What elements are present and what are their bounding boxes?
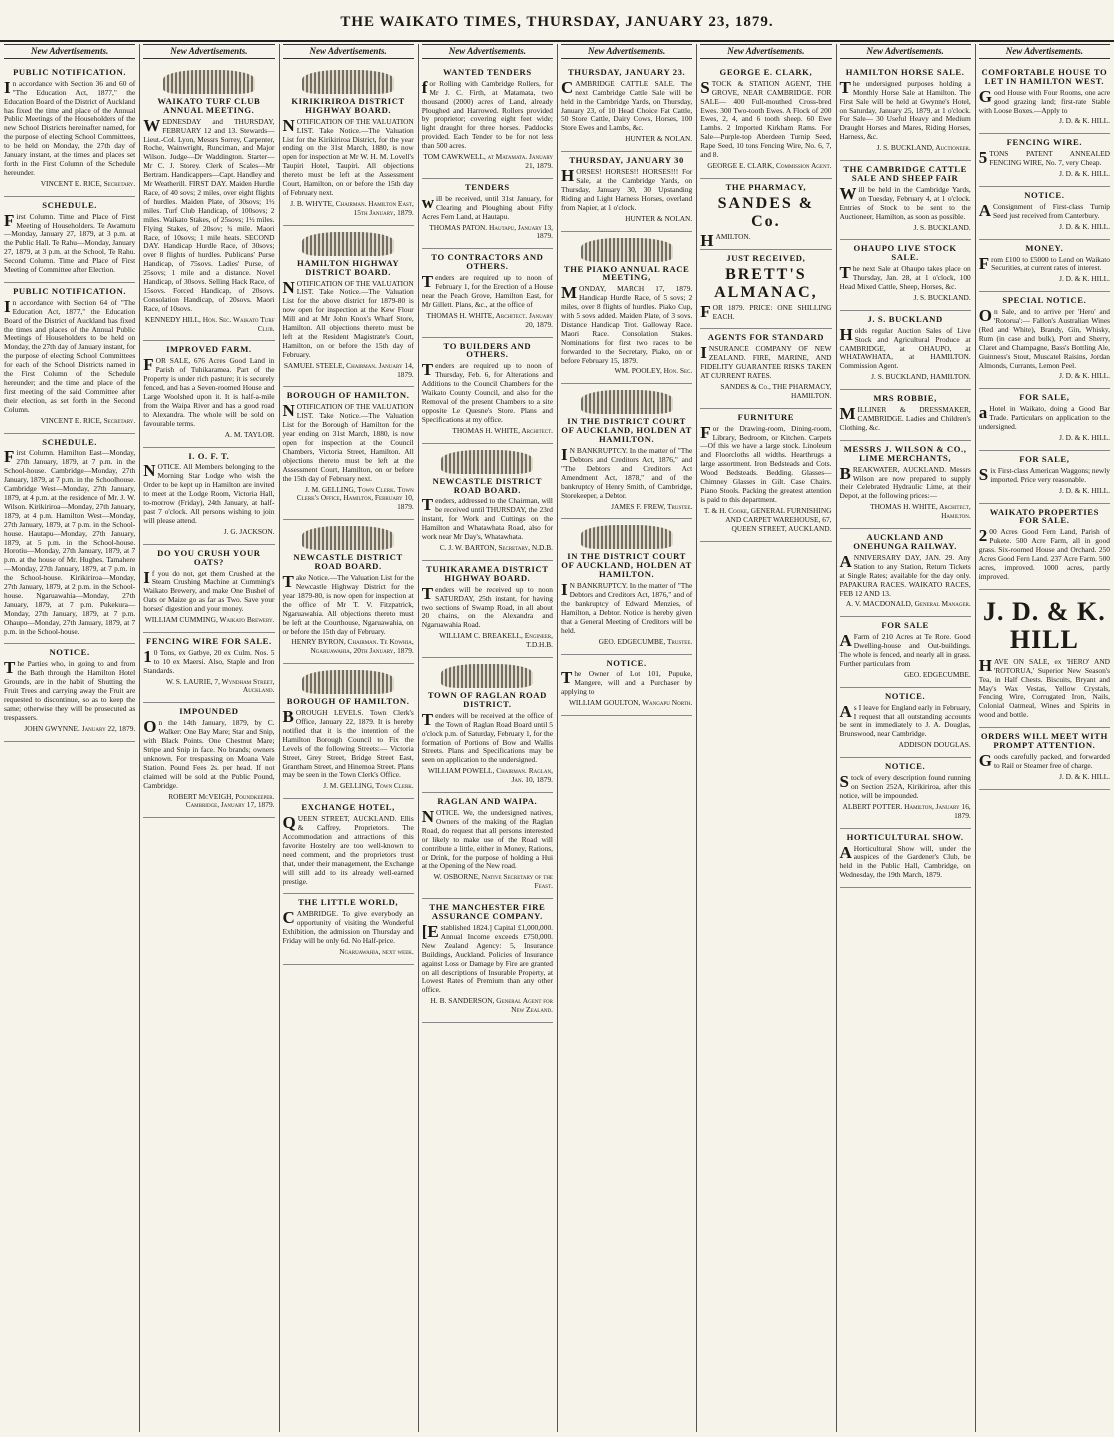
advertisement-body: Stock of every description found running on Section 252A, Kirikiriroa, after this notice, will be impounded. <box>839 772 971 800</box>
advertisement-body: NOTIFICATION OF THE VALUATION LIST. Take Notice.—The Valuation List for the Borough of Hamilton for the year ending on 31st March, 1880, is now open for inspection at the Council Chambers, Victoria Street, Hamilton. All objections thereto must be left at the Assessment Court, Hamilton, on or before the 15th day of February next. <box>282 401 414 483</box>
column-2 <box>139 44 278 1432</box>
advertisement-body: NOTIFICATION OF THE VALUATION LIST. Take Notice.—The Valuation List for the above district for 1879-80 is now open for inspection at the Kew Flour Mill and at Mr John Knox's Wharf Store, Hamilton. All objections thereto must be left at the Resident Magistrate's Court, Hamilton, on or before the 15th day of February. <box>282 277 414 359</box>
advertisement-signature: J. B. WHYTE, Chairman. Hamilton East, 15th January, 1879. <box>290 198 414 217</box>
advertisement-title: FOR SALE, <box>1019 392 1070 403</box>
advertisement-signature: VINCENT E. RICE, Secretary. <box>40 178 136 188</box>
advertisement-body: 200 Acres Good Fern Land, Parish of Pukete. 500 Acre Farm, all in good grass. Six-roomed House and Orchard. 250 Acres Good Fern Land. 237 Acre Farm. 500 acres, improved. 1000 acres, partly improved. <box>978 526 1110 581</box>
advertisement-body: WEDNESDAY and THURSDAY, FEBRUARY 12 and 13. Stewards—Lieut.-Col. Lyon, Messrs Sorrey, Carpenter, Roche, Wainwright, Runciman, and Major Wilson. Judge—Dr Waddington. Starter—Mr C. J. Storey. Clerk of Scales—Mr Bertram. Handicappers—Capt. Handley and Mr Weatherill. FIRST DAY. Maiden Hurdle Race, of 40 sovs; 2 miles, over eight flights of hurdles. Maiden Plate, of 30sovs; 1½ miles. Turf Club Handicap, of 100sovs; 2 miles. Waikato Stakes, of 25sovs; 1½ miles. Flying Stakes, of 20sov; ¾ mile. Maori Race, of 10sovs; 1 mile heats. SECOND DAY. Handicap Hurdle Race, of 30sovs; over 8 flights of hurdles. Publicans' Purse Handicap, of 75sovs. Ladies' Purse, of 25sovs; 1 mile and a distance. Novel Handicap, of 30sovs. Selling Hack Race, of 15sovs. Forced Handicap, of 20sovs. Consolation Handicap, of 20sovs. Maori Race, of 10sovs. <box>143 115 275 313</box>
advertisement <box>840 829 971 889</box>
woodcut-illustration <box>581 238 673 262</box>
advertisement <box>561 384 692 519</box>
advertisement-title: THE CAMBRIDGE CATTLE SALE AND SHEEP FAIR <box>843 164 967 183</box>
advertisement-body: The Parties who, in going to and from the Bath through the Hamilton Hotel Grounds, are in the habit of Shutting the Fruit Trees and carrying away the Fruit are requested to discontinue, so as to keep the same; otherwise they will be prosecuted as trespassers. <box>4 658 136 722</box>
advertisement-body: Tenders will be received at the office of the Town of Raglan Road Board until 5 o'clock p.m. of Saturday, February 1, for the formation of Portions of Bow and Wallis Streets. Plans and Specifications may be seen on application to the undersigned. <box>421 709 553 765</box>
advertisement <box>979 64 1110 134</box>
column-heading: New Advertisements. <box>143 44 274 59</box>
advertisement-title: AGENTS FOR STANDARD <box>707 332 825 343</box>
advertisement-body: AHorticultural Show will, under the auspices of the Gardener's Club, be held in the Public Hall, Cambridge, on Wednesday, the 19th March, 1879. <box>839 842 971 880</box>
advertisement-signature: THOMAS H. WHITE, Architect. January 20, 1879. <box>426 310 553 329</box>
advertisement-title: IMPOUNDED <box>179 706 239 717</box>
advertisement <box>979 728 1110 790</box>
advertisement <box>979 590 1110 728</box>
advertisement <box>561 655 692 717</box>
advertisement <box>283 226 414 388</box>
advertisement-signature: ADDISON DOUGLAS. <box>898 740 971 750</box>
advertisement-signature: A. M. TAYLOR. <box>224 429 275 439</box>
advertisement-body: will be received, until 31st January, for Clearing and Ploughing about Fifty Acres Fern Land, at Hautapu. <box>421 192 553 221</box>
advertisement <box>143 633 274 703</box>
advertisement-body: Tenders are required up to noon of February 1, for the Erection of a House near the Peach Grove, Hamilton East, for Mr Gillett. Plans, &c., at the office of <box>421 272 553 309</box>
advertisement-title: NOTICE. <box>884 761 926 772</box>
advertisement-title: HAMILTON HORSE SALE. <box>845 66 965 77</box>
advertisement-signature: WILLIAM POWELL, Chairman. Raglan, Jan. 10, 1879. <box>427 766 553 785</box>
advertisement-body: The undersigned purposes holding a Monthly Horse Sale at Hamilton. The First Sale will be held at Gwynne's Hotel, on Saturday, January 25, 1879, at 1 o'clock. For Sale— 30 Useful Heavy and Medium Draught Horses and Mares, Riding Horses, Harness, &c. <box>839 77 971 142</box>
advertisement-signature: T. & H. Cooke, GENERAL FURNISHING AND CARPET WAREHOUSE, 67, QUEEN STREET, AUCKLAND. <box>703 505 832 533</box>
advertisement-title: NEWCASTLE DISTRICT ROAD BOARD. <box>293 552 403 572</box>
advertisement-title: PUBLIC NOTIFICATION. <box>13 285 127 296</box>
advertisement-body: Tenders will be received up to noon SATURDAY, 25th instant, for having two sections of Swamp Road, in all about 20 chains, on the Alexandra and Ngaruawahia Road. <box>421 583 553 630</box>
advertisement-body: The next Sale at Ohaupo takes place on Thursday, Jan. 28, at 1 o'clock, 100 Head Mixed Cattle, Sheep, Horses, &c. <box>839 263 971 292</box>
advertisement <box>979 504 1110 590</box>
advertisement <box>422 444 553 561</box>
woodcut-illustration <box>302 70 394 94</box>
advertisement-body: CAMBRIDGE CATTLE SALE. The next Cambridge Cattle Sale will be held in the Cambridge Yards, on Thursday, January 23, of 10 Head Choice Fat Cattle, 50 Store Cattle, Dairy Cows, Horses, 100 Store Ewes and Lambs, &c. <box>561 77 693 133</box>
advertisement-body: For the Drawing-room, Dining-room, Library, Bedroom, or Kitchen. Carpets—Of this we have a large stock. Linoleum and Floorcloths all widths. Hearthrugs a large assortment. Iron Bedsteads and Cots. Wood Bedsteads. Bedding. Glasses—Chimney Glasses in Gilt. Case Chairs. Piano Stools. Packing the greatest attention is paid to this department. <box>700 422 832 504</box>
advertisement-body: NOTICE. We, the undersigned natives, Owners of the making of the Raglan Road, do request that all persons interested or likely to make use of the Road will contribute a little, either in Money, Rations, or Drink, for the purpose of holding a Hui at the Opening of the New road. <box>421 807 553 871</box>
advertisement <box>840 688 971 758</box>
advertisement-body: Tenders, addressed to the Chairman, will be received until THURSDAY, the 23rd instant, for Work and Cuttings on the Hamilton and Whatawhata Road, also for work near Mr Day's, Whatawhata. <box>421 495 553 542</box>
advertisement-body: HAMILTON. <box>700 230 751 250</box>
advertisement-body: [Established 1824.] Capital £1,000,000. Annual Income exceeds £750,000. New Zealand Agency: 5, Insurance Buildings, Auckland. Policies of Insurance against Loss or Damage by Fire are granted on all descriptions of Insurable Property, at Lowest Rates of Premium than any other office. <box>421 921 553 995</box>
advertisement-title: TENDERS <box>464 181 510 192</box>
advertisement-title: DO YOU CRUSH YOUR OATS? <box>157 547 261 567</box>
advertisement-body: Good House with Four Rooms, one acre good grazing land; first-rate Stable with Loose Boxes.—Apply to <box>978 86 1110 115</box>
advertisement <box>561 519 692 654</box>
advertisement-signature: J. M. GELLING, Town Clerk. Town Clerk's Office, Hamilton, February 10, 1879. <box>296 484 414 512</box>
advertisement <box>4 283 135 434</box>
advertisement-title: NOTICE. <box>49 647 90 658</box>
advertisement-signature: ALBERT POTTER. Hamilton, January 16, 1879. <box>842 801 971 820</box>
advertisement <box>840 311 971 390</box>
advertisement-title: FOR SALE <box>881 620 929 631</box>
column-1 <box>0 44 139 1432</box>
advertisement <box>700 179 831 250</box>
advertisement-signature: W. S. LAURIE, 7, Wyndham Street, Auckland. <box>165 676 275 695</box>
advertisement-body: for Rolling with Cambridge Rollers, for Mr J. C. Firth, at Matamata, two thousand (2000) acres of Land, already Ploughed and Harrowed. Rollers provided by proprietor; covering eight feet wide; light draught for three horses. Paddocks provided. Each Tender to be for not less than 500 acres. <box>421 77 553 151</box>
advertisement <box>4 644 135 741</box>
advertisement-signature: JAMES F. FREW, Trustee. <box>611 501 693 511</box>
advertisement-signature: J. D. & K. HILL. <box>1059 771 1110 781</box>
advertisement-body: BREAKWATER, AUCKLAND. Messrs Wilson are now prepared to supply their Celebrated Hydraulic Lime, at their Depot, at the following prices:— <box>839 463 971 501</box>
advertisement-title: KIRIKIRIROA DISTRICT HIGHWAY BOARD. <box>291 95 405 115</box>
advertisement-title: WANTED TENDERS <box>443 66 532 77</box>
woodcut-illustration <box>441 664 533 688</box>
advertisement-title: JUST RECEIVED, <box>726 252 806 263</box>
advertisement-signature: WILLIAM C. BREAKELL, Engineer, T.D.H.B. <box>439 631 553 650</box>
advertisement <box>840 161 971 240</box>
advertisement <box>422 179 553 249</box>
advertisement <box>561 232 692 385</box>
advertisement <box>143 448 274 545</box>
advertisement-signature: HUNTER & NOLAN. <box>625 134 693 144</box>
advertisement <box>143 64 274 342</box>
advertisement <box>422 899 553 1023</box>
advertisement-body: STOCK & STATION AGENT, THE GROVE, NEAR CAMBRIDGE. FOR SALE— 400 Full-mouthed Cross-bred Ewes. 300 Two-tooth Ewes. A Flock of 200 Ewes, 2, 4, and 6 tooth sheep. 60 Ewe Lambs. 2 Imported Kirkham Rams. For Sale—Purple-top Aberdeen Turnip Seed, Rape Seed, 10 tons Fencing Wire, No. 6, 7, and 8. <box>700 77 832 160</box>
column-heading: New Advertisements. <box>700 44 831 59</box>
advertisement-signature: GEORGE E. CLARK, Commission Agent. <box>707 160 832 170</box>
advertisement-title: ORDERS WILL MEET WITH PROMPT ATTENTION. <box>980 731 1108 751</box>
advertisement-signature: J. M. GELLING, Town Clerk. <box>323 781 414 791</box>
advertisement-signature: J. S. BUCKLAND, Auctioneer. <box>876 143 971 153</box>
advertisement <box>422 561 553 658</box>
advertisement-signature: H. B. SANDERSON, General Agent for New Zealand. <box>430 996 553 1015</box>
advertisement-body: On the 14th January, 1879, by C. Walker: One Bay Mare; Star and Snip, with Black Points. One Chestnut Mare; Stripe and Snip in face. No brands; owners unknown. For trespassing on Moana Vale Station. Pound Fees 2s. per head. If not claimed will be sold at the Public Pound, Cambridge. <box>143 717 275 790</box>
advertisement <box>979 187 1110 240</box>
advertisement-title: NOTICE. <box>606 657 647 668</box>
column-heading: New Advertisements. <box>979 44 1110 59</box>
advertisement-body: Goods carefully packed, and forwarded to Rail or Steamer free of charge. <box>978 750 1110 770</box>
advertisement <box>422 658 553 793</box>
advertisement-title: TUHIKARAMEA DISTRICT HIGHWAY BOARD. <box>426 563 549 583</box>
advertisement-signature: W. OSBORNE, Native Secretary of the Feast. <box>433 872 553 891</box>
advertisement-body: NOTICE. All Members belonging to the Morning Star Lodge who wish the Order to be kept up in Hamilton are invited to meet at the Lodge Room, Victoria Hall, to-morrow (Friday), 24th January, at half-past 7 o'clock. All persons wishing to join will please attend. <box>143 461 275 525</box>
advertisement-body: On Sale, and to arrive per 'Hero' and 'Rotorua':— Fallon's Australian Wines (Red and White), Brandy, Gin, Whisky, Rum (in case and bulk), Port and Sherry, Claret and Champagne, Bass's Bottling Ale, Guinness's Stout, Muscatel Raisins, Jordan Almonds, Currants, Lemon Peel. <box>978 306 1110 370</box>
advertisement <box>422 249 553 337</box>
advertisement-body: CAMBRIDGE. To give everybody an opportunity of visiting the Wonderful Exhibition, the admission on Thursday and Friday will be only 6d. No Half-price. <box>282 908 414 946</box>
advertisement-body: HORSES! HORSES!! HORSES!!! For Sale, at the Cambridge Yards, on Thursday, January 30, 30 Upstanding Riding and Light Harness Horses, overland from Napier, at 1 o'clock. <box>561 166 693 212</box>
advertisement-title: THE PIAKO ANNUAL RACE MEETING, <box>563 263 690 283</box>
advertisement <box>979 134 1110 187</box>
column-5 <box>557 44 696 1432</box>
advertisement-signature: JOHN GWYNNE. January 22, 1879. <box>24 723 136 733</box>
column-heading: New Advertisements. <box>840 44 971 59</box>
advertisement-body: INSURANCE COMPANY OF NEW ZEALAND. FIRE, MARINE, AND FIDELITY GUARANTEE RISKS TAKEN AT CURRENT RATES. <box>700 343 832 381</box>
advertisement <box>840 64 971 161</box>
advertisement-title: IMPROVED FARM. <box>166 344 252 355</box>
advertisement-signature: THOMAS PATON. Hautapu, January 13, 1879. <box>429 222 553 241</box>
advertisement <box>840 617 971 687</box>
advertisement-title: PUBLIC NOTIFICATION. <box>13 66 127 77</box>
advertisement-title: RAGLAN AND WAIPA. <box>437 796 538 807</box>
advertisement-title: TOWN OF RAGLAN ROAD DISTRICT. <box>427 690 547 709</box>
column-heading: New Advertisements. <box>561 44 692 59</box>
advertisement <box>561 64 692 152</box>
advertisement-signature: J. G. JACKSON. <box>223 526 275 536</box>
advertisement-body: FOR 1879. PRICE: ONE SHILLING EACH. <box>700 301 832 321</box>
advertisement <box>979 240 1110 293</box>
advertisement-title: THE PHARMACY, <box>725 181 807 192</box>
advertisement-signature: J. D. & K. HILL. <box>1059 274 1110 284</box>
advertisement-body: In accordance with Section 36 and 60 of "The Education Act, 1877," the Education Board of the District of Auckland has fixed the time and place of the Annual Public Meetings of the Householders of the new School Districts hereinafter named, for the purpose of electing School Committees, to be held on Monday, the 27th day of January instant, at the times and places set forth in the First Column of the Schedule hereunder. <box>4 77 136 177</box>
column-6 <box>696 44 835 1432</box>
column-heading: New Advertisements. <box>283 44 414 59</box>
advertisement-body: ANNIVERSARY DAY, JAN. 29. Any Station to any Station, Return Tickets at Single Rates; available for the day only. PAPAKURA RACES. WAIKATO RACES, FEB 12 AND 13. <box>839 551 971 598</box>
advertisement-signature: A. V. MACDONALD, General Manager. <box>845 599 971 609</box>
advertisement-body: Tenders are required up to noon of Thursday, Feb. 6, for Alterations and Additions to the Council Chambers for the Waikato County Council, and also for the Removal of the present Chambers to a site opposite Le Quesne's Store. Plans and Specifications at my office. <box>421 360 553 424</box>
advertisement-signature: THOMAS H. WHITE, Architect, Hamilton. <box>870 502 971 521</box>
advertisement-title: THE LITTLE WORLD, <box>298 897 399 908</box>
column-8 <box>975 44 1114 1432</box>
advertisement-body: MILLINER & DRESSMAKER, CAMBRIDGE. Ladies and Children's Clothing, &c. <box>839 404 971 432</box>
woodcut-illustration <box>581 525 673 549</box>
advertisement-title: EXCHANGE HOTEL, <box>301 802 395 813</box>
advertisement-signature: J. S. BUCKLAND, HAMILTON. <box>871 372 971 382</box>
display-heading: J. D. & K. HILL <box>983 596 1106 654</box>
advertisement-signature: J. D. & K. HILL. <box>1059 116 1110 126</box>
advertisement <box>840 390 971 441</box>
advertisement-signature: KENNEDY HILL, Hon. Sec. Waikato Turf Club. <box>144 314 275 333</box>
advertisement-body: Will be held in the Cambridge Yards, on Tuesday, February 4, at 1 o'clock. Entries of Stock to be sent to the Auctioneer, Hamilton, as soon as possible. <box>839 183 971 221</box>
advertisement <box>143 341 274 447</box>
advertisement <box>422 64 553 179</box>
advertisement-title: I. O. F. T. <box>188 450 230 461</box>
advertisement-signature: HENRY BYRON, Chairman. Te Kowhia, Ngaruawahia, 20th January, 1879. <box>291 637 414 656</box>
advertisement-title: FENCING WIRE. <box>1006 137 1083 148</box>
advertisement-title: HAMILTON HIGHWAY DISTRICT BOARD. <box>297 257 400 277</box>
advertisement <box>700 64 831 179</box>
woodcut-illustration <box>441 450 533 474</box>
advertisement <box>979 451 1110 504</box>
advertisement-body: From £100 to £5000 to Lend on Waikato Securities, at current rates of interest. <box>978 253 1110 273</box>
advertisement-body: aHotel in Waikato, doing a Good Bar Trade. Particulars on application to the undersigned. <box>978 403 1110 432</box>
advertisement-signature: SAMUEL STEELE, Chairman. January 14, 1879. <box>283 360 414 379</box>
advertisement-title: GEORGE E. CLARK, <box>719 66 813 77</box>
advertisement-title: IN THE DISTRICT COURT OF AUCKLAND, HOLDEN AT HAMILTON. <box>561 416 692 445</box>
advertisement <box>4 197 135 283</box>
advertisement-signature: VINCENT E. RICE, Secretary. <box>40 415 136 425</box>
advertisement <box>422 793 553 899</box>
advertisement <box>840 758 971 828</box>
advertisement-title: SCHEDULE. <box>42 436 98 447</box>
advertisement-title: THURSDAY, JANUARY 23. <box>567 66 686 77</box>
advertisement-body: FOR SALE, 676 Acres Good Land in Parish of Tuhikaramea. Part of the Property is under rich pasture; it is securely fenced, and has a Seven-roomed House and Large Woolshed upon it. It is half-a-mile from the Waipa River and has a good road to Alexandra. The whole will be sold on favourable terms. <box>143 355 275 428</box>
advertisement <box>283 664 414 799</box>
advertisement-signature: WILLIAM GOULTON, Wangapu North. <box>568 698 693 708</box>
advertisement <box>422 338 553 444</box>
advertisement-signature: GEO. EDGECUMBE. <box>904 669 971 679</box>
advertisement-title: J. S. BUCKLAND <box>867 313 943 324</box>
advertisement-title: OHAUPO LIVE STOCK SALE. <box>853 243 957 263</box>
advertisement-signature: J. D. & K. HILL. <box>1059 433 1110 442</box>
advertisement-signature: Ngaruawahia, next week. <box>339 946 414 956</box>
woodcut-illustration <box>163 70 255 94</box>
advertisement-signature: HUNTER & NOLAN. <box>625 213 693 223</box>
advertisement <box>143 545 274 633</box>
advertisement <box>283 520 414 664</box>
advertisement <box>283 799 414 894</box>
advertisement-body: Holds regular Auction Sales of Live Stock and Agricultural Produce at CAMBRIDGE, at OHAUPO, at WHATAWHATA, at HAMILTON. Commission Agent. <box>839 324 971 371</box>
advertisement <box>840 441 971 529</box>
masthead <box>0 0 1114 42</box>
advertisement-signature: SANDES & Co., THE PHARMACY, HAMILTON. <box>720 381 832 400</box>
advertisement-signature: J. D. & K. HILL. <box>1059 371 1110 381</box>
advertisement <box>979 389 1110 451</box>
advertisement-title: NOTICE. <box>1024 189 1065 200</box>
advertisement-title: SCHEDULE. <box>42 199 98 210</box>
advertisement <box>840 529 971 617</box>
advertisement-body: IN BANKRUPTCY. In the matter of "The Debtors and Creditors Act, 1876," and "The Debtors and Creditors Act Amendment Act, 1878," and of the bankruptcy of Henry Smith, of Cambridge, Storekeeper, a Debtor. <box>561 445 693 500</box>
advertisement-body: First Column. Hamilton East—Monday, 27th January, 1879, at 7 p.m. in the School-house. Cambridge—Monday, 27th January, 1879, at 7 p.m. in the Schoolhouse. Cambridge West—Monday, 27th January, 1879, at 4 p.m. at the residence of Mr. J. W. Wilson. Kirikiriroa—Monday, 27th January, 1879, at 4 p.m. Hamilton West—Monday, 27th January, 1879, at 7 p.m. in the School-house. Hautapu—Monday, 27th January, 1879, at 5 p.m. in the School-house. Horotiu—Monday, 27th January, 1879, at 7 p.m. at the house of Mr. Hughes. Tamahere—Monday, 27th January, 1879, at 7 p.m. in the School-house. Kirikiriroa—Monday, 27th January, 1879, at 2 p.m. in the School-house. Ngaruawahia—Monday, 27th January, 1879, at 7 p.m. Pukekura—Monday, 27th January, 1879, at 7 p.m. Ohaupo—Monday, 27th January, 1879, at 7 p.m. in the School-house. <box>4 447 136 636</box>
column-3 <box>279 44 418 1432</box>
column-heading: New Advertisements. <box>4 44 135 59</box>
woodcut-illustration <box>581 390 673 414</box>
advertisement-signature: C. J. W. BARTON, Secretary, N.D.B. <box>439 542 553 552</box>
advertisement-body: HAVE ON SALE, ex 'HERO' AND 'ROTORUA,' Superior New Season's Tea, in Half Chests. Biscuits, Bryant and May's Wax Vestas, Yellow Crystals, Fencing Wire, Corrugated Iron, Nails, Colonial Oatmeal, Wines and Spirits in wood and bottle. <box>978 655 1110 720</box>
advertisement-body: NOTIFICATION OF THE VALUATION LIST. Take Notice.—The Valuation List for the Kirikiriroa District, for the year ending on the 31st March, 1880, is now open for inspection at Mr W. H. M. Lovell's Taupiri Hotel, Taupiri. All objections thereto must be left at the Assessment Court, Hamilton, on or before the 15th day of February next. <box>282 115 414 197</box>
column-7 <box>836 44 975 1432</box>
woodcut-illustration <box>302 232 394 256</box>
advertisement-title: FOR SALE, <box>1019 453 1070 464</box>
advertisement-signature: WILLIAM CUMMING, Waikato Brewery. <box>144 615 275 625</box>
advertisement-body: Take Notice.—The Valuation List for the Newcastle Highway District for the year 1879-80, is now open for inspection at the office of Mr T. V. Fitzpatrick, Ngaruawahia. All objections thereto must be left at the Courthouse, Ngaruawahia, on or before the 15th day of February. <box>282 572 414 636</box>
advertisement-signature: J. D. & K. HILL. <box>1059 221 1110 231</box>
advertisement <box>283 387 414 520</box>
advertisement-title: TO BUILDERS AND OTHERS. <box>443 340 532 360</box>
advertisement-title: HORTICULTURAL SHOW. <box>846 831 964 842</box>
advertisement-signature: J. S. BUCKLAND. <box>913 292 971 302</box>
advertisement <box>4 434 135 645</box>
advertisement-body: 10 Tons, ex Gatbye, 20 ex Culm. Nos. 5 to 10 ex Maersi. Also, Staple and Iron Standards. <box>143 646 275 675</box>
advertisement-title: WAIKATO TURF CLUB ANNUAL MEETING. <box>157 95 261 115</box>
advertisement <box>840 240 971 310</box>
advertisement-title: MONEY. <box>1025 242 1064 253</box>
advertisement-body: AConsignment of First-class Turnip Seed just received from Canterbury. <box>978 200 1110 220</box>
advertisement-title: MRS ROBBIE, <box>873 393 937 404</box>
advertisement-body: If you do not, get them Crushed at the Steam Crushing Machine at Cumming's Waikato Brewery, and make One Bushel of Oats or Maize go as far as Two. Save your horses' digestion and your money. <box>143 567 275 614</box>
advertisement-body: BOROUGH LEVELS. Town Clerk's Office, January 22, 1879. It is hereby notified that it is the intention of the Hamilton Borough Council to Fix the Levels of the following Streets:— Victoria Street, Grey Street, Bridge Street East, Grantham Street, and Hinemoa Street. Plans may be seen in the Town Clerk's Office. <box>282 707 414 780</box>
advertisement-body: First Column. Time and Place of First Meeting of Householders. Te Awamutu—Monday, January 27, 1879, at 3 p.m. at the Public Hall. Te Rahu—Monday, January 27, 1879, at 3 p.m. at the School, Te Rahu. Second Column. Time and Place of First Meeting of Committee after Election. <box>4 210 136 275</box>
advertisement-body: Six First-class American Waggons; newly imported. Price very reasonable. <box>978 464 1110 484</box>
advertisement-title: IN THE DISTRICT COURT OF AUCKLAND, HOLDEN AT HAMILTON. <box>561 551 692 580</box>
advertisement-signature: GEO. EDGECUMBE, Trustee. <box>598 636 693 646</box>
advertisement-signature: ROBERT McVEIGH, Poundkeeper. Cambridge, January 17, 1879. <box>168 791 275 810</box>
advertisement <box>700 409 831 542</box>
advertisement-body: IN BANKRUPTCY. In the matter of "The Debtors and Creditors Act, 1876," and of the bankruptcy of Edward Menzies, of Hamilton, a Debtor. Notice is hereby given that a General Meeting of Creditors will be held. <box>561 580 693 635</box>
advertisement-title: NOTICE. <box>884 690 926 701</box>
advertisement <box>979 292 1110 389</box>
advertisement-title: THE MANCHESTER FIRE ASSURANCE COMPANY. <box>429 902 546 922</box>
advertisement-body: In accordance with Section 64 of "The Education Act, 1877," the Education Board of the District of Auckland has fixed the times and places of the Annual Public Meetings of Householders to be held on Monday, the 27th day of January instant, for the purpose of electing School Committees for each of the School Districts named in the First Column of the Schedule hereunder; and the time and place of the first meeting of the said Committee after their election, as set forth in the Second Column. <box>4 296 136 414</box>
masthead-title: THE WAIKATO TIMES, THURSDAY, JANUARY 23, 1879. <box>340 14 774 30</box>
advertisement-body: As I leave for England early in February, I request that all outstanding accounts be sent in immediately to J. A. Douglas, Brunswood, near Cambridge. <box>839 701 971 739</box>
advertisement-title: BOROUGH OF HAMILTON. <box>286 696 410 707</box>
advertisement-body: 5TONS PATENT ANNEALED FENCING WIRE, No. 7, very Cheap. <box>978 148 1110 168</box>
advertisement-signature: THOMAS H. WHITE, Architect. <box>452 425 553 435</box>
advertisement-body: The Owner of Lot 101, Pupuke, Mangere, will and a Purchaser by applying to <box>561 668 693 697</box>
advertisement-title: AUCKLAND AND ONEHUNGA RAILWAY. <box>853 532 958 551</box>
advertisement <box>283 894 414 964</box>
column-4 <box>418 44 557 1432</box>
advertisement-signature: J. D. & K. HILL. <box>1059 485 1110 495</box>
advertisement-signature: J. S. BUCKLAND. <box>913 222 971 232</box>
advertisement <box>561 152 692 231</box>
advertisement-signature: WM. POOLEY, Hon. Sec. <box>614 366 693 376</box>
display-heading: SANDES & Co. <box>717 194 815 230</box>
advertisement-title: FURNITURE <box>737 411 795 422</box>
advertisement-title: FENCING WIRE FOR SALE. <box>146 635 272 646</box>
advertisement-body: QUEEN STREET, AUCKLAND. Ellis & Caffrey, Proprietors. The Accommodation and attractions of this favorite Hostelry are too well-known to need comment, and the proprietors trust that, under their management, the Exchange will still add to its already well-earned prestige. <box>282 813 414 886</box>
display-heading: BRETT'S ALMANAC, <box>714 265 818 301</box>
advertisement-title: SPECIAL NOTICE. <box>1002 295 1087 306</box>
advertisement-title: WAIKATO PROPERTIES FOR SALE. <box>989 506 1099 526</box>
advertisement-body: AFarm of 210 Acres at Te Rore. Good Dwelling-house and Out-buildings. The whole is fenced, and nearly all in grass. Further particulars from <box>839 631 971 668</box>
advertisement-body: MONDAY, MARCH 17, 1879. Handicap Hurdle Race, of 5 sovs; 2 miles, over 8 flights of hurdles. Piako Cup, with 5 sovs added. Maiden Plate, of 3 sovs. Distance Handicap Trot. Galloway Race. Maori Race. Consolation Stakes. Nominations for first two races to be forwarded to the Secretary, Piako, on or before February 15, 1879. <box>561 283 693 365</box>
advertisement-title: MESSRS J. WILSON & CO., LIME MERCHANTS, <box>843 443 967 463</box>
advertisement-title: NEWCASTLE DISTRICT ROAD BOARD. <box>432 475 543 495</box>
advertisement <box>4 64 135 197</box>
advertisement-title: TO CONTRACTORS AND OTHERS. <box>431 252 544 272</box>
advertisement-title: COMFORTABLE HOUSE TO LET IN HAMILTON WEST. <box>981 66 1108 86</box>
woodcut-illustration <box>302 526 394 550</box>
advertisement-signature: TOM CAWKWELL, at Matamata. January 21, 1879. <box>423 152 553 170</box>
column-heading: New Advertisements. <box>422 44 553 59</box>
advertisement-title: BOROUGH OF HAMILTON. <box>286 390 410 401</box>
advertisement-signature: J. D. & K. HILL. <box>1059 169 1110 179</box>
advertisement <box>283 64 414 226</box>
woodcut-illustration <box>302 670 394 694</box>
advertisement <box>143 703 274 818</box>
advertisement-title: THURSDAY, JANUARY 30 <box>569 155 684 166</box>
advertisement <box>700 250 831 330</box>
advertisement <box>700 329 831 408</box>
